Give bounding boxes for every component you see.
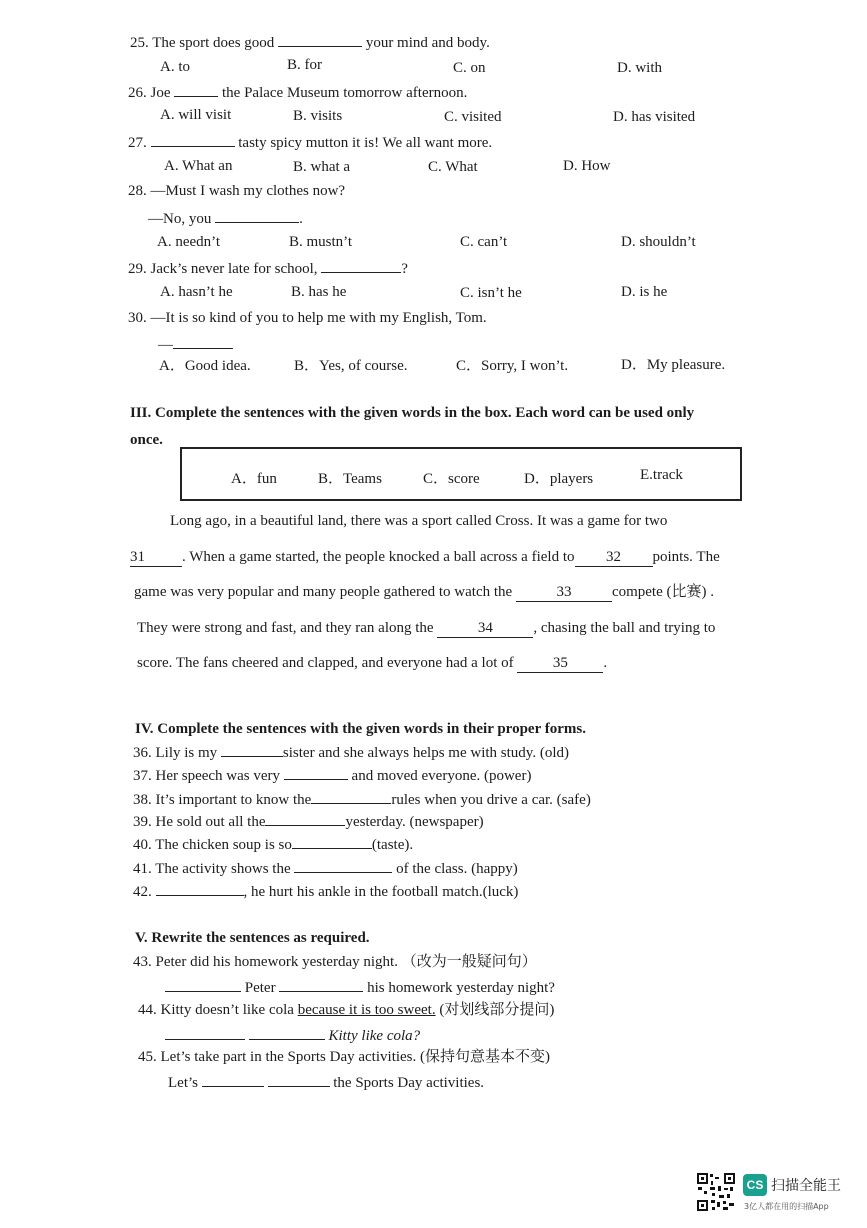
camscanner-tagline: 3亿人都在用的扫描App — [744, 1202, 829, 1211]
question-39: 39. He sold out all the yesterday. (newspaper) — [133, 811, 484, 831]
question-38: 38. It’s important to know the rules when you drive a car. (safe) — [133, 789, 591, 809]
passage-line-3: game was very popular and many people gathered to watch the 33 compete (比赛) . — [134, 584, 715, 600]
q27-option-d: D. How — [563, 158, 611, 174]
q30-option-a: A．Good idea. — [159, 358, 251, 374]
q30-option-b: B．Yes, of course. — [294, 358, 408, 374]
question-28-answer-line: —No, you . — [148, 208, 303, 228]
word-box-b: B．Teams — [318, 471, 382, 487]
question-40: 40. The chicken soup is so (taste). — [133, 834, 413, 854]
q29-option-b: B. has he — [291, 284, 347, 300]
question-41: 41. The activity shows the of the class. (happy) — [133, 858, 518, 878]
qr-code-icon — [696, 1172, 736, 1212]
q30-option-c: C．Sorry, I won’t. — [456, 358, 569, 374]
word-box-c: C．score — [423, 471, 480, 487]
q28-option-b: B. mustn’t — [289, 234, 353, 250]
question-44: 44. Kitty doesn’t like cola because it is too sweet. (对划线部分提问) — [138, 1002, 555, 1018]
question-44-answer-line: Kitty like cola? — [165, 1025, 420, 1045]
q27-option-b: B. what a — [293, 159, 351, 175]
q25-option-a: A. to — [160, 59, 190, 75]
question-26: 26. Joe the Palace Museum tomorrow afternoon. — [128, 82, 467, 102]
camscanner-name: 扫描全能王 — [771, 1178, 841, 1194]
q25-option-d: D. with — [617, 60, 662, 76]
q28-option-c: C. can’t — [460, 234, 508, 250]
question-27: 27. tasty spicy mutton it is! We all want more. — [128, 132, 492, 152]
q26-option-b: B. visits — [293, 108, 343, 124]
blank-32: 32 — [575, 548, 653, 567]
q29-option-c: C. isn’t he — [460, 285, 522, 301]
q25-option-c: C. on — [453, 60, 486, 76]
q26-option-c: C. visited — [444, 109, 502, 125]
blank-35: 35 — [517, 654, 603, 673]
passage-line-1: Long ago, in a beautiful land, there was a sport called Cross. It was a game for two — [170, 513, 668, 529]
q27-option-c: C. What — [428, 159, 478, 175]
section-5-title: V. Rewrite the sentences as required. — [135, 930, 370, 946]
question-25: 25. The sport does good your mind and body. — [130, 32, 490, 52]
question-28: 28. —Must I wash my clothes now? — [128, 183, 346, 199]
q27-option-a: A. What an — [164, 158, 233, 174]
blank-31: 31 — [130, 548, 182, 567]
q30-option-d: D．My pleasure. — [621, 357, 726, 373]
section-4-title: IV. Complete the sentences with the given words in their proper forms. — [135, 721, 586, 737]
q26-option-d: D. has visited — [613, 109, 696, 125]
question-43-answer-line: Peter his homework yesterday night? — [165, 977, 555, 997]
word-box-e: E.track — [640, 467, 683, 483]
section-3-title: III. Complete the sentences with the given words in the box. Each word can be used only — [130, 405, 695, 421]
q28-option-d: D. shouldn’t — [621, 234, 696, 250]
section-3-title-cont: once. — [130, 432, 163, 448]
question-42: 42. , he hurt his ankle in the football match.(luck) — [133, 881, 518, 901]
question-37: 37. Her speech was very and moved everyone. (power) — [133, 765, 531, 785]
question-36: 36. Lily is my sister and she always helps me with study. (old) — [133, 742, 569, 762]
q26-option-a: A. will visit — [160, 107, 232, 123]
word-box-a: A．fun — [231, 471, 277, 487]
question-45-answer-line: Let’s the Sports Day activities. — [168, 1072, 484, 1092]
passage-line-2: 31 . When a game started, the people knocked a ball across a field to 32 points. The — [130, 549, 720, 565]
q28-option-a: A. needn’t — [157, 234, 221, 250]
camscanner-logo: CS — [743, 1174, 767, 1196]
question-43: 43. Peter did his homework yesterday night. （改为一般疑问句） — [133, 954, 537, 970]
passage-line-4: They were strong and fast, and they ran along the 34 , chasing the ball and trying to — [137, 620, 716, 636]
q29-option-d: D. is he — [621, 284, 668, 300]
word-box-d: D．players — [524, 471, 594, 487]
question-29: 29. Jack’s never late for school, ? — [128, 258, 408, 278]
question-30-answer-line: — — [158, 334, 233, 354]
q25-option-b: B. for — [287, 57, 322, 73]
blank-34: 34 — [437, 619, 533, 638]
question-45: 45. Let’s take part in the Sports Day activities. (保持句意基本不变) — [138, 1049, 551, 1065]
q29-option-a: A. hasn’t he — [160, 284, 233, 300]
blank-33: 33 — [516, 583, 612, 602]
passage-line-5: score. The fans cheered and clapped, and everyone had a lot of 35 . — [137, 655, 608, 671]
question-30: 30. —It is so kind of you to help me with my English, Tom. — [128, 310, 487, 326]
